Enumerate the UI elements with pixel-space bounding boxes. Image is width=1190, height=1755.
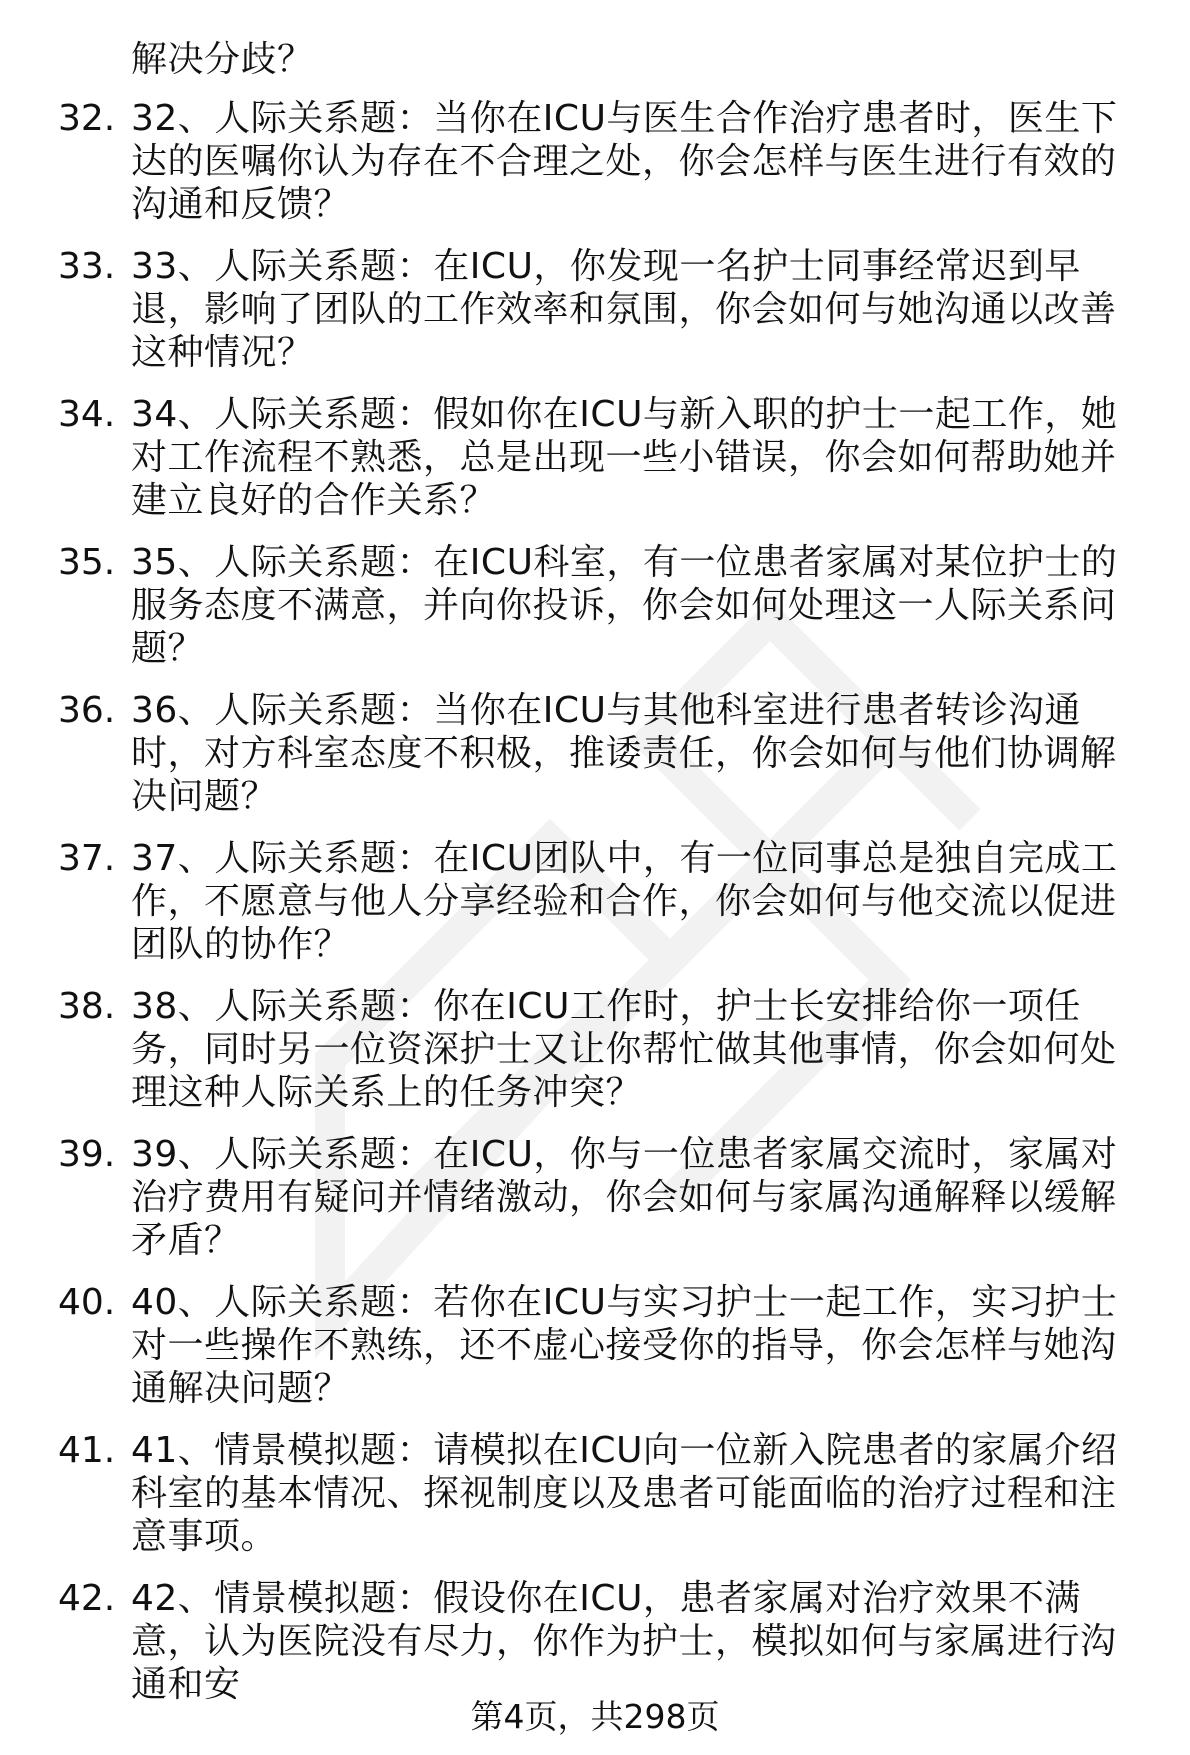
- question-text: 34、人际关系题：假如你在ICU与新入职的护士一起工作，她对工作流程不熟悉，总是出现一些小错误，你会如何帮助她并建立良好的合作关系？: [131, 394, 1118, 521]
- question-item: [0, 245, 1190, 374]
- question-item: [0, 1577, 1190, 1706]
- question-number: 38.: [58, 986, 116, 1027]
- question-text: 38、人际关系题：你在ICU工作时，护士长安排给你一项任务，同时另一位资深护士又让你帮忙做其他事情，你会如何处理这种人际关系上的任务冲突？: [131, 986, 1117, 1113]
- question-item: [0, 541, 1190, 670]
- question-item: [0, 1429, 1190, 1558]
- question-number: 40.: [58, 1282, 116, 1323]
- question-number: 35.: [58, 542, 116, 583]
- question-number: 39.: [58, 1134, 116, 1175]
- question-text: 40、人际关系题：若你在ICU与实习护士一起工作，实习护士对一些操作不熟练，还不虚心接受你的指导，你会怎样与她沟通解决问题？: [131, 1282, 1118, 1409]
- question-text: 41、情景模拟题：请模拟在ICU向一位新入院患者的家属介绍科室的基本情况、探视制度以及患者可能面临的治疗过程和注意事项。: [131, 1430, 1118, 1557]
- page-footer: 第4页，共298页: [470, 1697, 720, 1736]
- question-text: 37、人际关系题：在ICU团队中，有一位同事总是独自完成工作，不愿意与他人分享经验和合作，你会如何与他交流以促进团队的协作？: [131, 838, 1118, 965]
- question-item: [0, 97, 1190, 226]
- document-body: [0, 38, 1190, 1725]
- question-item: [0, 1281, 1190, 1410]
- question-text: 33、人际关系题：在ICU，你发现一名护士同事经常迟到早退，影响了团队的工作效率和氛围，你会如何与她沟通以改善这种情况？: [131, 246, 1117, 373]
- question-item: [0, 1133, 1190, 1262]
- question-item: [0, 985, 1190, 1114]
- question-number: 34.: [58, 394, 116, 435]
- question-text: 42、情景模拟题：假设你在ICU，患者家属对治疗效果不满意，认为医院没有尽力，你作为护士，模拟如何与家属进行沟通和安: [131, 1578, 1117, 1705]
- question-number: 42.: [58, 1578, 116, 1619]
- question-item: [0, 837, 1190, 966]
- question-number: 37.: [58, 838, 116, 879]
- question-text: 36、人际关系题：当你在ICU与其他科室进行患者转诊沟通时，对方科室态度不积极，推诿责任，你会如何与他们协调解决问题？: [131, 690, 1117, 817]
- question-text: 35、人际关系题：在ICU科室，有一位患者家属对某位护士的服务态度不满意，并向你投诉，你会如何处理这一人际关系问题？: [131, 542, 1118, 669]
- question-number: 36.: [58, 690, 116, 731]
- continued-text: 解决分歧？: [131, 39, 314, 80]
- question-number: 33.: [58, 246, 116, 287]
- question-number: 32.: [58, 98, 116, 139]
- question-number: 41.: [58, 1430, 116, 1471]
- question-list: [0, 97, 1190, 1706]
- question-text: 32、人际关系题：当你在ICU与医生合作治疗患者时，医生下达的医嘱你认为存在不合理之处，你会怎样与医生进行有效的沟通和反馈？: [131, 98, 1118, 225]
- question-item: [0, 689, 1190, 818]
- question-text: 39、人际关系题：在ICU，你与一位患者家属交流时，家属对治疗费用有疑问并情绪激动，你会如何与家属沟通解释以缓解矛盾？: [131, 1134, 1118, 1261]
- question-item: [0, 393, 1190, 522]
